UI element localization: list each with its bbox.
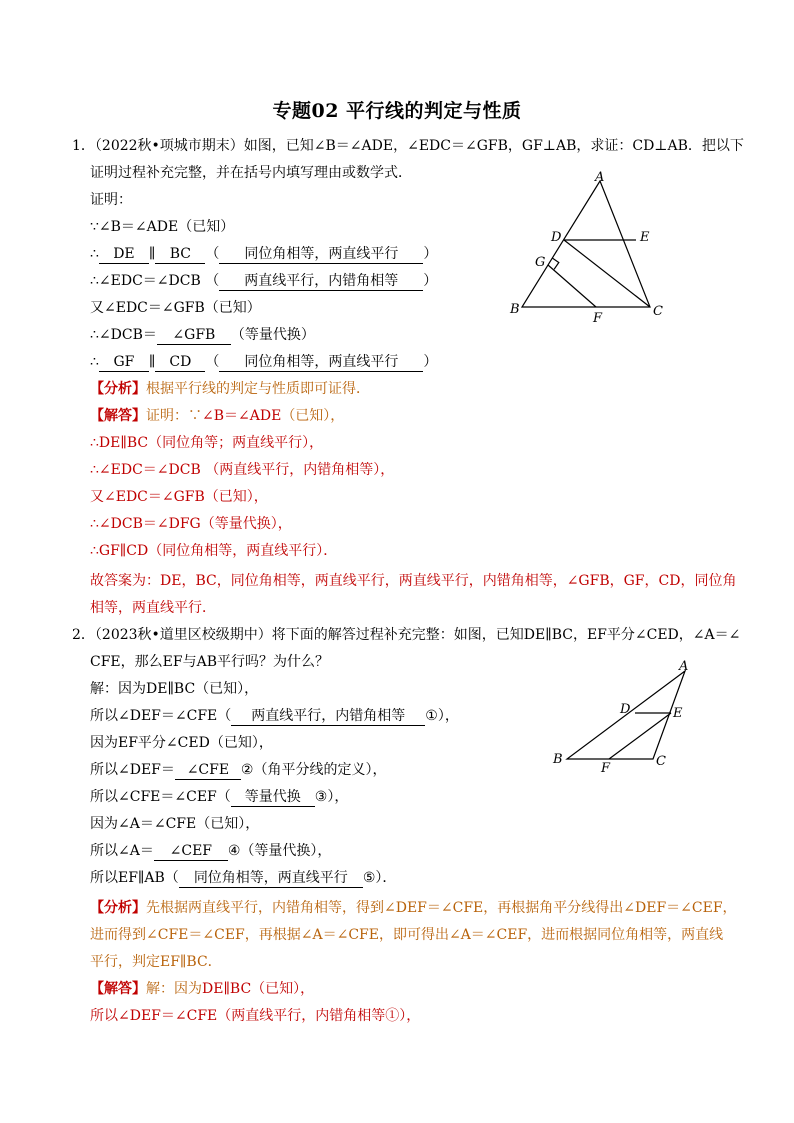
q1-proof-step-2: ∴ DE ∥ BC （ 同位角相等，两直线平行 ） [90,246,438,262]
q1-blank-1: DE [99,245,149,264]
q2-solution-line-5: 所以∠CFE＝∠CEF（ 等量代换 ③）， [90,789,349,805]
q1-triangle-figure [500,165,680,325]
segment-gf [548,265,596,307]
q2-blank-2: ∠CFE [175,761,241,780]
q1-blank-7: CD [155,353,205,372]
q2-analysis-line-2: 进而得到∠CFE＝∠CEF，再根据∠A＝∠CFE，即可得出∠A＝∠CEF，进而根据同位角相等，两直线 [90,927,724,943]
fig1-label-e: E [640,230,650,245]
fig2-label-e: E [673,706,683,721]
q1-stem-line-2: 证明过程补充完整，并在括号内填写理由或数学式． [90,165,412,181]
q2-answer-line-1: 【解答】解：因为DE∥BC（已知）， [90,981,315,997]
q2-blank-3: 等量代换 [231,788,315,807]
q1-blank-5: ∠GFB [157,326,231,345]
fig1-label-b: B [510,302,520,317]
fig1-label-d: D [551,230,562,245]
q2-blank-4: ∠CEF [154,842,228,861]
fig2-label-d: D [620,702,631,717]
q1-blank-8: 同位角相等，两直线平行 [219,353,423,372]
q1-answer-line-3: ∴∠EDC＝∠DCB （两直线平行，内错角相等）， [90,462,395,478]
q2-solution-line-1: 解：因为DE∥BC（已知）， [90,681,259,697]
q2-stem-line-1: 2．（2023秋•道里区校级期中）将下面的解答过程补充完整：如图，已知DE∥BC，EF平分∠CED，∠A＝∠ [72,627,741,643]
q2-blank-5: 同位角相等，两直线平行 [179,869,363,888]
q1-answer-line-4: 又∠EDC＝∠GFB（已知）， [90,489,268,505]
q1-proof-step-3: ∴∠EDC＝∠DCB （ 两直线平行，内错角相等 ） [90,273,438,289]
q1-proof-heading: 证明： [90,192,132,208]
q2-solution-line-6: 因为∠A＝∠CFE（已知）， [90,816,260,832]
fig2-label-a: A [679,659,689,674]
fig2-label-b: B [553,752,563,767]
q1-answer-line-1: 【解答】证明：∵∠B＝∠ADE（已知）， [90,408,345,424]
fig1-label-f: F [593,311,603,325]
fig2-label-c: C [656,754,666,769]
q2-solution-line-4: 所以∠DEF＝ ∠CFE ②（角平分线的定义）， [90,762,387,778]
q1-blank-3: 同位角相等，两直线平行 [219,245,423,264]
q2-solution-line-3: 因为EF平分∠CED（已知）， [90,735,273,751]
right-angle-mark [553,258,559,269]
q2-solution-line-7: 所以∠A＝ ∠CEF ④（等量代换）， [90,843,332,859]
fig1-label-g: G [535,255,546,270]
q2-blank-1: 两直线平行，内错角相等 [231,707,425,726]
q1-analysis: 【分析】根据平行线的判定与性质即可证得． [90,381,370,397]
q2-solution-line-8: 所以EF∥AB（ 同位角相等，两直线平行 ⑤）． [90,870,397,886]
q1-proof-step-4: 又∠EDC＝∠GFB（已知） [90,300,261,316]
q1-blank-4: 两直线平行，内错角相等 [219,272,423,291]
q1-answer-line-2: ∴DE∥BC（同位角等；两直线平行）， [90,435,324,451]
triangle-abc [522,181,650,307]
q1-answer-line-5: ∴∠DCB＝∠DFG（等量代换）， [90,516,292,532]
q2-triangle-figure [545,655,705,777]
q1-proof-step-1: ∵∠B＝∠ADE（已知） [90,219,235,235]
fig2-label-f: F [601,761,611,776]
q1-answer-line-7: 故答案为：DE，BC，同位角相等，两直线平行，两直线平行，内错角相等，∠GFB，GF，CD，同位角 [90,573,737,589]
q2-answer-line-2: 所以∠DEF＝∠CFE（两直线平行，内错角相等①）， [90,1008,421,1024]
q1-blank-2: BC [155,245,205,264]
q2-analysis-line-1: 【分析】先根据两直线平行，内错角相等，得到∠DEF＝∠CFE，再根据角平分线得出∠DEF＝∠CEF， [90,900,737,916]
q1-answer-line-8: 相等，两直线平行． [90,600,216,616]
fig1-label-a: A [595,170,605,185]
q1-blank-6: GF [99,353,149,372]
q1-answer-line-6: ∴GF∥CD（同位角相等，两直线平行）． [90,543,338,559]
q2-analysis-line-3: 平行，判定EF∥BC． [90,954,222,970]
q2-solution-line-2: 所以∠DEF＝∠CFE（ 两直线平行，内错角相等 ①）， [90,708,459,724]
q1-stem-line-1: 1．（2022秋•项城市期末）如图，已知∠B＝∠ADE，∠EDC＝∠GFB，GF⊥AB，求证：CD⊥AB．把以下 [72,138,744,154]
q1-proof-step-5: ∴∠DCB＝ ∠GFB （等量代换） [90,327,315,343]
q1-proof-step-6: ∴ GF ∥ CD （ 同位角相等，两直线平行 ） [90,354,438,370]
fig1-label-c: C [653,304,663,319]
q2-stem-line-2: CFE，那么EF与AB平行吗？为什么？ [90,654,329,670]
page-title: 专题02 平行线的判定与性质 [272,100,522,122]
